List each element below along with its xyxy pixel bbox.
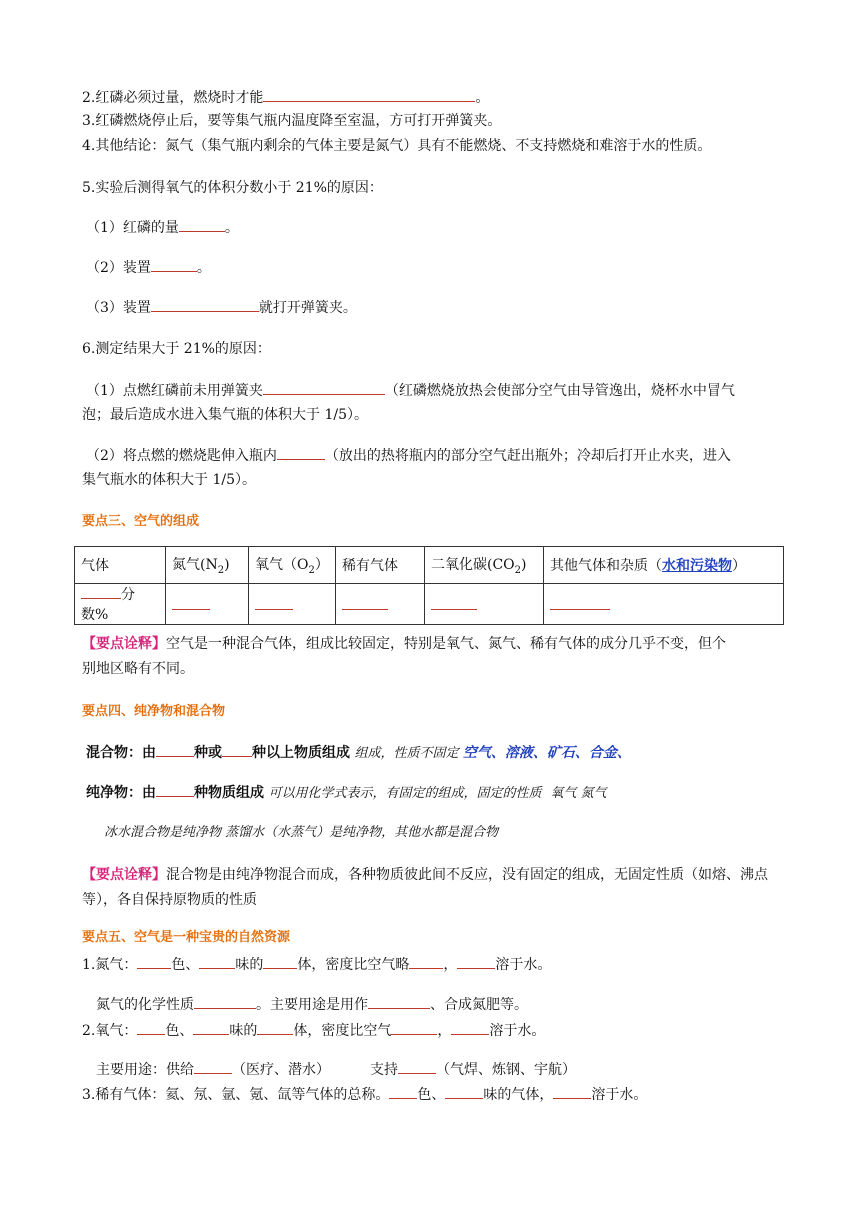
rare-gas-properties: 3.稀有气体：氦、氖、氩、氪、氙等气体的总称。 色、 味的气体， 溶于水。 bbox=[82, 1084, 647, 1105]
oxygen-properties: 2.氧气： 色、 味的 体，密度比空气 ， 溶于水。 bbox=[82, 1020, 545, 1041]
pure-definition: 纯净物：由 种物质组成 可以用化学式表示，有固定的组成，固定的性质 氧气 氮气 bbox=[86, 782, 607, 804]
reason-3: （3）装置 就打开弹簧夹。 bbox=[86, 297, 357, 318]
table-cell bbox=[249, 584, 336, 625]
blank bbox=[156, 742, 194, 757]
table-row bbox=[75, 584, 784, 625]
heading-air-composition: 要点三、空气的组成 bbox=[82, 514, 200, 529]
table-cell bbox=[166, 584, 249, 625]
paragraph-red-phosphorus-excess: 2.红磷必须过量，燃烧时才能 。 bbox=[82, 87, 489, 108]
reason-6-1-cont: 泡；最后造成水进入集气瓶的体积大于 1/5）。 bbox=[82, 407, 368, 423]
reason-1: （1）红磷的量 。 bbox=[86, 217, 239, 238]
ice-water-note: 冰水混合物是纯净物 蒸馏水（水蒸气）是纯净物，其他水都是混合物 bbox=[104, 825, 499, 840]
table-cell bbox=[544, 584, 784, 625]
blank bbox=[342, 595, 388, 610]
blank bbox=[193, 1020, 229, 1035]
blank bbox=[398, 1059, 436, 1074]
table-cell: 气体 bbox=[75, 547, 166, 584]
blank bbox=[451, 1020, 489, 1035]
blank bbox=[151, 257, 197, 272]
paragraph-less-than-21: 5.实验后测得氧气的体积分数小于 21%的原因： bbox=[82, 180, 383, 196]
table-cell bbox=[425, 584, 544, 625]
table-header-row bbox=[75, 547, 784, 584]
note-air-mixture: 【要点诠释】空气是一种混合气体，组成比较固定，特别是氧气、氮气、稀有气体的成分几乎不变，但个 bbox=[82, 636, 726, 652]
reason-2: （2）装置 。 bbox=[86, 257, 211, 278]
blank bbox=[445, 1084, 483, 1099]
table-cell: 氮气$(N_2)$ bbox=[166, 547, 249, 584]
blank bbox=[194, 994, 256, 1009]
oxygen-uses: 主要用途：供给 （医疗、潜水） 支持 （气焊、炼钢、宇航） bbox=[96, 1059, 576, 1080]
reason-6-2: （2）将点燃的燃烧匙伸入瓶内 （放出的热将瓶内的部分空气赶出瓶外；冷却后打开止水夹，进入 bbox=[86, 445, 731, 466]
blank bbox=[172, 595, 210, 610]
blank bbox=[263, 380, 385, 395]
blank bbox=[368, 994, 430, 1009]
blank bbox=[194, 1059, 232, 1074]
note-mixture: 【要点诠释】混合物是由纯净物混合而成，各种物质彼此间不反应，没有固定的组成，无固定性质（如熔、沸点 bbox=[82, 867, 768, 883]
table-cell: 氧气$(O_2)$ bbox=[249, 547, 336, 584]
reason-6-2-cont: 集气瓶水的体积大于 1/5）。 bbox=[82, 472, 256, 488]
paragraph-nitrogen-conclusion: 4.其他结论：氮气（集气瓶内剩余的气体主要是氮气）具有不能燃烧、不支持燃烧和难溶于水的性质。 bbox=[82, 138, 712, 154]
blank bbox=[277, 445, 325, 460]
nitrogen-uses: 氮气的化学性质 。主要用途是用作 、合成氮肥等。 bbox=[96, 994, 528, 1015]
blank bbox=[199, 954, 235, 969]
blank bbox=[222, 742, 252, 757]
blank bbox=[81, 584, 121, 599]
blank bbox=[137, 1020, 165, 1035]
heading-pure-mixture: 要点四、纯净物和混合物 bbox=[82, 704, 226, 719]
air-composition-table bbox=[74, 546, 784, 625]
blank bbox=[156, 782, 194, 797]
blank bbox=[179, 217, 225, 232]
blank bbox=[389, 1084, 417, 1099]
blank bbox=[391, 1020, 437, 1035]
mixture-definition: 混合物：由 种或 种以上物质组成 组成，性质不固定 空气、溶液、矿石、合金、 bbox=[86, 742, 631, 764]
table-cell: 其他气体和杂质（水和污染物） bbox=[544, 547, 784, 584]
blank bbox=[255, 595, 293, 610]
table-cell: 二氧化碳$(CO_2)$ bbox=[425, 547, 544, 584]
blank bbox=[151, 297, 259, 312]
blank bbox=[550, 595, 610, 610]
blank bbox=[257, 1020, 293, 1035]
table-cell: 分数% bbox=[75, 584, 166, 625]
blank bbox=[263, 954, 297, 969]
blank bbox=[263, 87, 475, 102]
blank bbox=[457, 954, 495, 969]
paragraph-greater-than-21: 6.测定结果大于 21%的原因： bbox=[82, 341, 271, 357]
nitrogen-properties: 1.氮气： 色、 味的 体，密度比空气略 ， 溶于水。 bbox=[82, 954, 551, 975]
note-air-mixture-cont: 别地区略有不同。 bbox=[82, 661, 194, 677]
water-pollutants-link[interactable]: 水和污染物 bbox=[662, 558, 732, 574]
blank bbox=[553, 1084, 591, 1099]
table-cell: 稀有气体 bbox=[336, 547, 425, 584]
paragraph-cool-down: 3.红磷燃烧停止后，要等集气瓶内温度降至室温，方可打开弹簧夹。 bbox=[82, 113, 502, 129]
heading-air-resource: 要点五、空气是一种宝贵的自然资源 bbox=[82, 930, 291, 945]
blank bbox=[431, 595, 477, 610]
blank bbox=[137, 954, 171, 969]
reason-6-1: （1）点燃红磷前未用弹簧夹 （红磷燃烧放热会使部分空气由导管逸出，烧杯水中冒气 bbox=[86, 380, 735, 401]
note-mixture-cont: 等），各自保持原物质的性质 bbox=[82, 892, 257, 908]
table-cell bbox=[336, 584, 425, 625]
blank bbox=[409, 954, 443, 969]
